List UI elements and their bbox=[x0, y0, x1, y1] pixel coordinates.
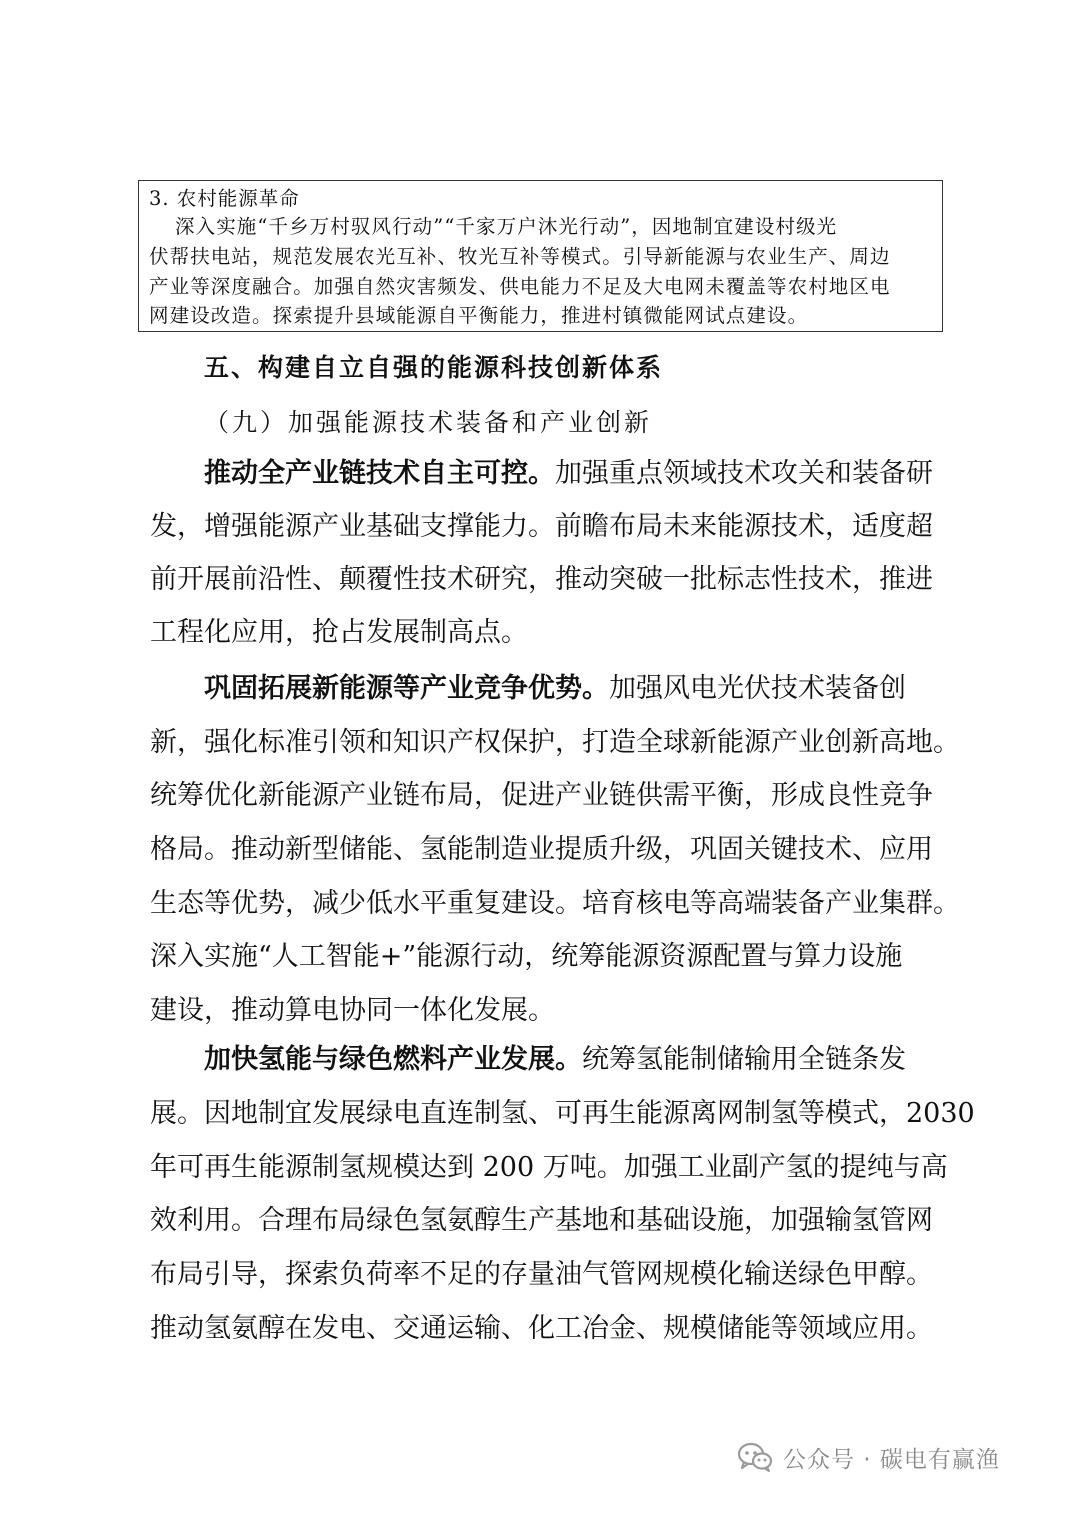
paragraph-line: 布局引导，探索负荷率不足的存量油气管网规模化输送绿色甲醇。 bbox=[150, 1259, 933, 1290]
wechat-icon bbox=[737, 1441, 773, 1473]
paragraph-line: 年可再生能源制氢规模达到 200 万吨。加强工业副产氢的提纯与高 bbox=[150, 1152, 948, 1183]
watermark-text: 公众号 · 碳电有赢渔 bbox=[783, 1446, 1000, 1473]
paragraph-line bbox=[204, 672, 906, 706]
paragraph-line: 前开展前沿性、颠覆性技术研究，推动突破一批标志性技术，推进 bbox=[150, 564, 933, 595]
box-line: 网建设改造。探索提升县域能源自平衡能力，推进村镇微能网试点建设。 bbox=[149, 304, 809, 327]
box-line: 伏帮扶电站，规范发展农光互补、牧光互补等模式。引导新能源与农业生产、周边 bbox=[149, 245, 891, 268]
paragraph-lead: 巩固拓展新能源等产业竞争优势。 bbox=[204, 673, 609, 704]
paragraph-line: 新，强化标准引领和知识产权保护，打造全球新能源产业创新高地。 bbox=[150, 727, 960, 758]
box-title: 3. 农村能源革命 bbox=[149, 187, 300, 210]
paragraph-line: 格局。推动新型储能、氢能制造业提质升级，巩固关键技术、应用 bbox=[150, 834, 933, 865]
paragraph-line: 工程化应用，抢占发展制高点。 bbox=[150, 617, 528, 648]
paragraph-lead: 加快氢能与绿色燃料产业发展。 bbox=[204, 1044, 582, 1075]
rural-energy-box bbox=[138, 180, 943, 332]
section-heading: 五、构建自立自强的能源科技创新体系 bbox=[204, 353, 664, 382]
paragraph-line: 深入实施“人工智能+”能源行动，统筹能源资源配置与算力设施 bbox=[150, 941, 903, 972]
paragraph-text: 统筹氢能制储输用全链条发 bbox=[582, 1044, 906, 1075]
paragraph-line bbox=[204, 457, 933, 491]
paragraph-line: 发，增强能源产业基础支撑能力。前瞻布局未来能源技术，适度超 bbox=[150, 511, 933, 542]
paragraph-line: 效利用。合理布局绿色氢氨醇生产基地和基础设施，加强输氢管网 bbox=[150, 1205, 933, 1236]
paragraph-text: 加强重点领域技术攻关和装备研 bbox=[555, 458, 933, 489]
paragraph-lead: 推动全产业链技术自主可控。 bbox=[204, 458, 555, 489]
paragraph-line: 展。因地制宜发展绿电直连制氢、可再生能源离网制氢等模式，2030 bbox=[150, 1098, 975, 1129]
paragraph-line: 统筹优化新能源产业链布局，促进产业链供需平衡，形成良性竞争 bbox=[150, 780, 933, 811]
paragraph-line bbox=[204, 1043, 906, 1077]
wechat-watermark bbox=[737, 1437, 1000, 1477]
paragraph-line: 生态等优势，减少低水平重复建设。培育核电等高端装备产业集群。 bbox=[150, 888, 960, 919]
box-line: 深入实施“千乡万村驭风行动”“千家万户沐光行动”，因地制宜建设村级光 bbox=[175, 215, 838, 238]
paragraph-line: 建设，推动算电协同一体化发展。 bbox=[150, 995, 555, 1026]
paragraph-line: 推动氢氨醇在发电、交通运输、化工冶金、规模储能等领域应用。 bbox=[150, 1313, 933, 1344]
subsection-heading: （九）加强能源技术装备和产业创新 bbox=[204, 408, 653, 437]
paragraph-text: 加强风电光伏技术装备创 bbox=[609, 673, 906, 704]
box-line: 产业等深度融合。加强自然灾害频发、供电能力不足及大电网未覆盖等农村地区电 bbox=[149, 275, 891, 298]
